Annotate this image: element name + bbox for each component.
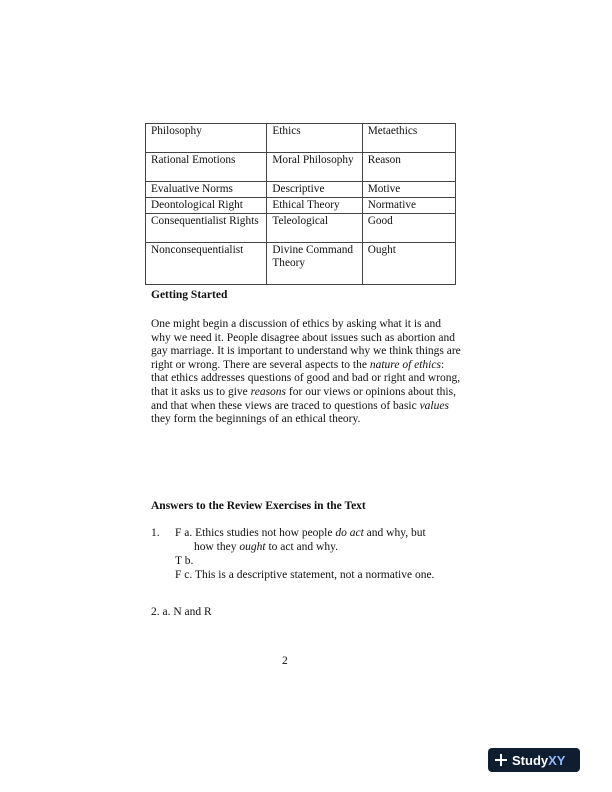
plus-icon xyxy=(495,754,507,766)
answer-line xyxy=(194,540,338,554)
answer-text: F a. Ethics studies not how people xyxy=(175,527,336,539)
answer-text: how they xyxy=(194,541,240,553)
studyxy-badge[interactable] xyxy=(488,748,580,772)
answer-line xyxy=(175,526,426,540)
table-row xyxy=(146,198,456,214)
table-row xyxy=(146,124,456,153)
answer-text: T b. xyxy=(175,555,194,567)
table-cell: Teleological xyxy=(267,214,362,243)
table-cell: Rational Emotions xyxy=(146,153,267,182)
getting-started-paragraph xyxy=(151,318,461,427)
table-cell: Motive xyxy=(362,182,455,198)
emphasis-text: values xyxy=(419,399,449,412)
table-cell: Reason xyxy=(362,153,455,182)
answer-text: to act and why. xyxy=(265,541,338,553)
table-cell: Ethics xyxy=(267,124,362,153)
table-cell: Metaethics xyxy=(362,124,455,153)
badge-text: Study xyxy=(512,752,549,768)
table-cell: Good xyxy=(362,214,455,243)
emphasis-text: reasons xyxy=(250,385,287,398)
paragraph-text: for our views or opinions about this, and that when these views are traced to questions of basic xyxy=(151,385,456,412)
table-row xyxy=(146,243,456,285)
answer-text: F c. This is a descriptive statement, not a normative one. xyxy=(175,569,435,581)
emphasis-text: ought xyxy=(239,541,266,553)
paragraph-text: : that ethics addresses questions of good and bad or right and wrong, that it asks us to give xyxy=(151,358,461,398)
table-cell: Evaluative Norms xyxy=(146,182,267,198)
emphasis-text: do act xyxy=(335,527,364,539)
emphasis-text: nature of ethics xyxy=(369,358,441,371)
answers-heading: Answers to the Review Exercises in the Text xyxy=(151,500,366,512)
table-cell: Normative xyxy=(362,198,455,214)
table-cell: Ethical Theory xyxy=(267,198,362,214)
getting-started-heading: Getting Started xyxy=(151,289,228,301)
answer-2: 2. a. N and R xyxy=(151,606,212,618)
table-cell: Deontological Right xyxy=(146,198,267,214)
table-cell: Descriptive xyxy=(267,182,362,198)
page-number: 2 xyxy=(282,655,288,667)
answer-text: and why, but xyxy=(363,527,426,539)
table-row xyxy=(146,182,456,198)
table-cell: Consequentialist Rights xyxy=(146,214,267,243)
table-row xyxy=(146,153,456,182)
answer-number: 1. xyxy=(151,527,160,539)
badge-text-accent: XY xyxy=(548,752,566,768)
table-cell: Nonconsequentialist xyxy=(146,243,267,285)
paragraph-text: One might begin a discussion of ethics by asking what it is and why we need it. People disagree about issues such as abortion and gay marriage. It is important to understand why we think things are right or wrong. There are several aspects to the xyxy=(151,318,461,371)
table-row xyxy=(146,214,456,243)
table-cell: Philosophy xyxy=(146,124,267,153)
table-cell: Divine Command Theory xyxy=(267,243,362,285)
terms-table xyxy=(145,123,456,285)
table-cell: Moral Philosophy xyxy=(267,153,362,182)
paragraph-text: they form the beginnings of an ethical theory. xyxy=(151,413,361,426)
table-cell: Ought xyxy=(362,243,455,285)
